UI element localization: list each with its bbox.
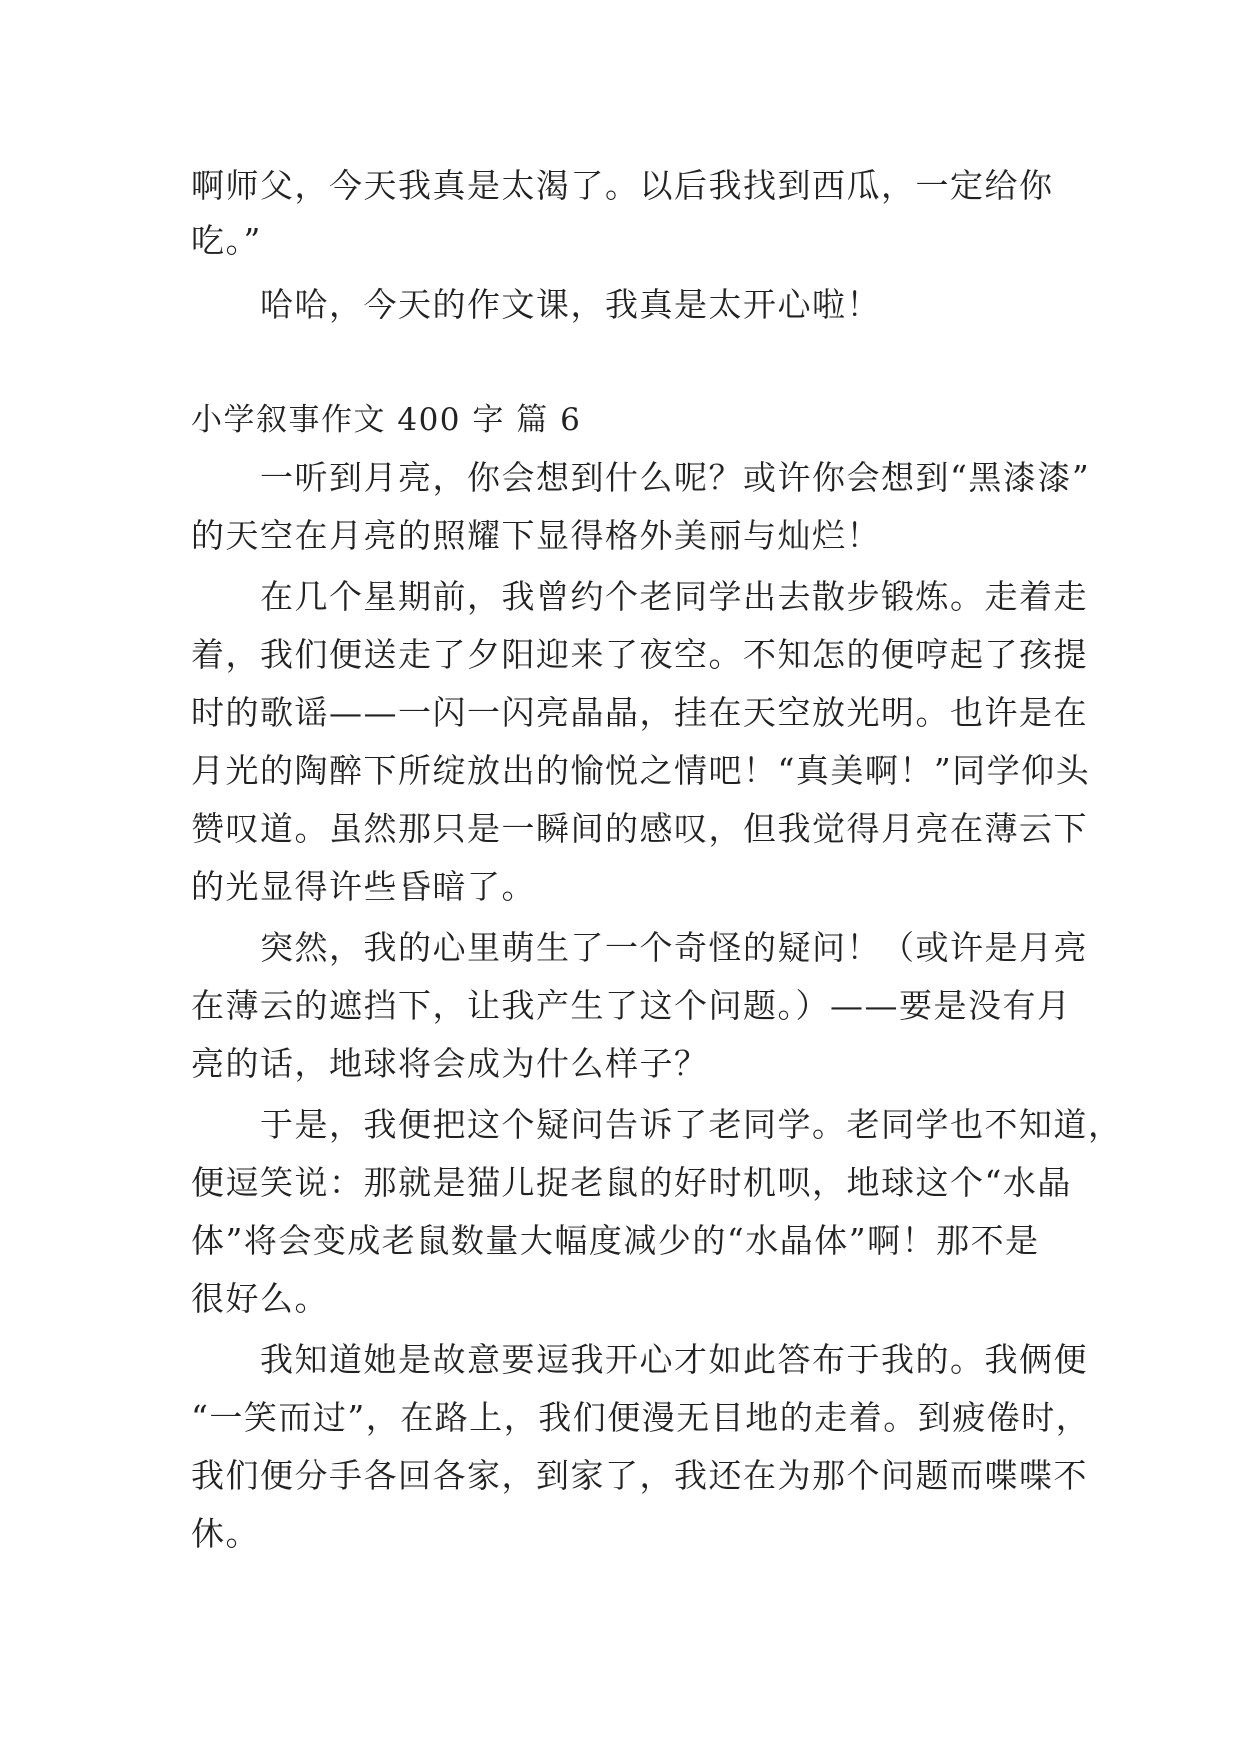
text-line: 月光的陶醉下所绽放出的愉悦之情吧！“真美啊！”同学仰头 [191, 751, 1091, 790]
section-heading: 小学叙事作文 400 字 篇 6 [191, 402, 582, 438]
text-line: 便逗笑说：那就是猫儿捉老鼠的好时机呗，地球这个“水晶 [191, 1163, 1072, 1202]
text-line: 在薄云的遮挡下，让我产生了这个问题。）——要是没有月 [191, 986, 1072, 1025]
text-line: 一听到月亮，你会想到什么呢？或许你会想到“黑漆漆” [191, 458, 1091, 497]
text-line: 休。 [191, 1514, 260, 1553]
text-line: 在几个星期前，我曾约个老同学出去散步锻炼。走着走 [191, 577, 1088, 616]
text-line: 体”将会变成老鼠数量大幅度减少的“水晶体”啊！那不是 [191, 1221, 1040, 1260]
text-line: 我们便分手各回各家，到家了，我还在为那个问题而喋喋不 [191, 1456, 1088, 1495]
text-line: “一笑而过”，在路上，我们便漫无目地的走着。到疲倦时， [191, 1398, 1091, 1437]
text-line: 的光显得许些昏暗了。 [191, 867, 536, 906]
text-line: 时的歌谣——一闪一闪亮晶晶，挂在天空放光明。也许是在 [191, 693, 1088, 732]
text-line: 啊师父，今天我真是太渴了。以后我找到西瓜，一定给你 [191, 166, 1054, 205]
text-line: 吃。” [191, 221, 262, 260]
text-line: 哈哈，今天的作文课，我真是太开心啦！ [191, 285, 881, 324]
text-line: 突然，我的心里萌生了一个奇怪的疑问！（或许是月亮 [191, 928, 1088, 967]
text-line: 着，我们便送走了夕阳迎来了夜空。不知怎的便哼起了孩提 [191, 635, 1088, 674]
text-line: 我知道她是故意要逗我开心才如此答布于我的。我俩便 [191, 1340, 1088, 1379]
text-line: 赞叹道。虽然那只是一瞬间的感叹，但我觉得月亮在薄云下 [191, 809, 1088, 848]
text-line: 很好么。 [191, 1279, 329, 1318]
text-line: 亮的话，地球将会成为什么样子？ [191, 1044, 709, 1083]
text-line: 于是，我便把这个疑问告诉了老同学。老同学也不知道， [191, 1105, 1123, 1144]
text-line: 的天空在月亮的照耀下显得格外美丽与灿烂！ [191, 516, 881, 555]
